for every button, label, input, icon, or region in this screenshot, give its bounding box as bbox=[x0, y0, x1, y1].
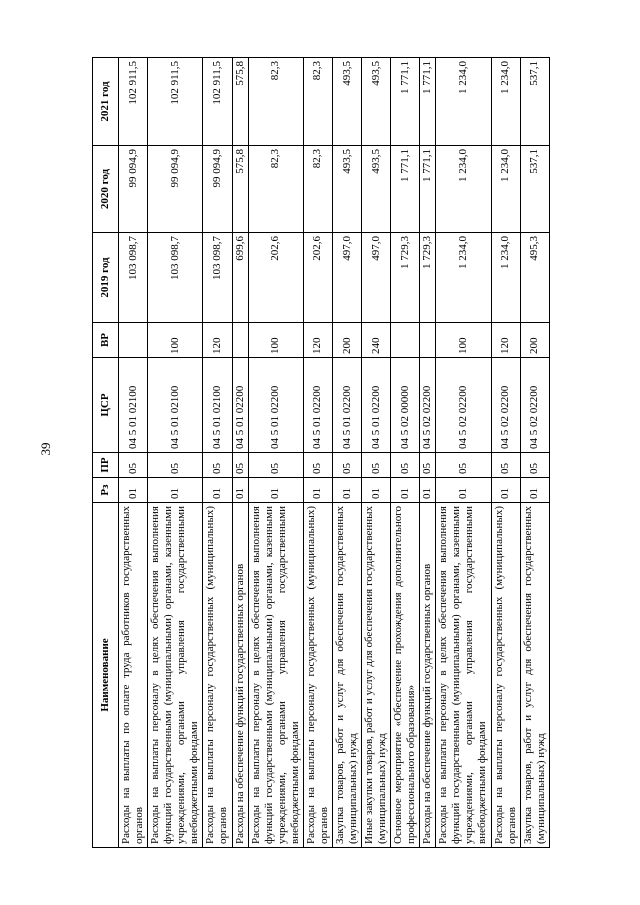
cell-2021: 575,8 bbox=[232, 58, 248, 146]
cell-rz: 01 bbox=[148, 478, 203, 503]
cell-pr: 05 bbox=[391, 453, 420, 478]
cell-csr: 04 5 01 02200 bbox=[248, 358, 303, 453]
cell-2021: 82,3 bbox=[303, 58, 332, 146]
cell-pr: 05 bbox=[332, 453, 361, 478]
table-row bbox=[248, 58, 303, 848]
cell-2020: 493,5 bbox=[362, 146, 391, 233]
cell-2019: 103 098,7 bbox=[203, 233, 232, 323]
cell-csr: 04 5 02 02200 bbox=[420, 358, 436, 453]
cell-2019: 497,0 bbox=[362, 233, 391, 323]
table-row bbox=[391, 58, 420, 848]
cell-2021: 102 911,5 bbox=[203, 58, 232, 146]
table-body bbox=[119, 58, 550, 848]
cell-name: Расходы на выплаты персоналу в целях обеспечения выполнения функций государственными (муниципальными) органами, казенными учреждениями, органами управления государственными внебюджетными фондами bbox=[148, 503, 203, 848]
cell-csr: 04 5 02 02200 bbox=[436, 358, 491, 453]
cell-vr: 200 bbox=[332, 323, 361, 358]
cell-vr: 120 bbox=[491, 323, 520, 358]
cell-csr: 04 5 01 02200 bbox=[232, 358, 248, 453]
cell-2021: 82,3 bbox=[248, 58, 303, 146]
cell-vr: 240 bbox=[362, 323, 391, 358]
cell-2021: 102 911,5 bbox=[119, 58, 148, 146]
cell-2019: 1 729,3 bbox=[420, 233, 436, 323]
cell-rz: 01 bbox=[391, 478, 420, 503]
cell-vr bbox=[232, 323, 248, 358]
cell-rz: 01 bbox=[332, 478, 361, 503]
cell-vr: 100 bbox=[148, 323, 203, 358]
cell-2019: 202,6 bbox=[248, 233, 303, 323]
cell-2021: 1 771,1 bbox=[420, 58, 436, 146]
cell-pr: 05 bbox=[491, 453, 520, 478]
cell-2020: 537,1 bbox=[520, 146, 549, 233]
cell-name: Расходы на выплаты персоналу государственных (муниципальных) органов bbox=[303, 503, 332, 848]
cell-name: Расходы на обеспечение функций государственных органов bbox=[420, 503, 436, 848]
cell-pr: 05 bbox=[303, 453, 332, 478]
cell-name: Иные закупки товаров, работ и услуг для обеспечения государственных (муниципальных) нужд bbox=[362, 503, 391, 848]
cell-csr: 04 5 01 02200 bbox=[362, 358, 391, 453]
cell-name: Закупка товаров, работ и услуг для обеспечения государственных (муниципальных) нужд bbox=[520, 503, 549, 848]
cell-2021: 1 771,1 bbox=[391, 58, 420, 146]
cell-2019: 1 729,3 bbox=[391, 233, 420, 323]
table-row bbox=[303, 58, 332, 848]
table-row bbox=[491, 58, 520, 848]
cell-2019: 699,6 bbox=[232, 233, 248, 323]
cell-rz: 01 bbox=[362, 478, 391, 503]
cell-name: Расходы на выплаты персоналу государственных (муниципальных) органов bbox=[203, 503, 232, 848]
cell-pr: 05 bbox=[148, 453, 203, 478]
page-number: 39 bbox=[38, 442, 53, 456]
cell-vr bbox=[119, 323, 148, 358]
cell-2019: 1 234,0 bbox=[491, 233, 520, 323]
cell-csr: 04 5 01 02200 bbox=[303, 358, 332, 453]
cell-2020: 1 234,0 bbox=[436, 146, 491, 233]
cell-pr: 05 bbox=[436, 453, 491, 478]
cell-2020: 82,3 bbox=[248, 146, 303, 233]
table-row bbox=[232, 58, 248, 848]
cell-2019: 103 098,7 bbox=[119, 233, 148, 323]
table-row bbox=[420, 58, 436, 848]
cell-pr: 05 bbox=[232, 453, 248, 478]
cell-name: Расходы на обеспечение функций государственных органов bbox=[232, 503, 248, 848]
cell-2020: 1 771,1 bbox=[391, 146, 420, 233]
cell-csr: 04 5 01 02200 bbox=[332, 358, 361, 453]
cell-name: Расходы на выплаты по оплате труда работников государственных органов bbox=[119, 503, 148, 848]
cell-2020: 1 234,0 bbox=[491, 146, 520, 233]
cell-2020: 575,8 bbox=[232, 146, 248, 233]
cell-pr: 05 bbox=[248, 453, 303, 478]
cell-2020: 82,3 bbox=[303, 146, 332, 233]
table-row bbox=[119, 58, 148, 848]
table-row bbox=[148, 58, 203, 848]
cell-2021: 1 234,0 bbox=[491, 58, 520, 146]
cell-2021: 493,5 bbox=[332, 58, 361, 146]
cell-rz: 01 bbox=[420, 478, 436, 503]
cell-csr: 04 5 01 02100 bbox=[203, 358, 232, 453]
cell-2019: 495,3 bbox=[520, 233, 549, 323]
cell-vr: 120 bbox=[303, 323, 332, 358]
header-name: Наименование bbox=[93, 503, 119, 848]
table-row bbox=[362, 58, 391, 848]
cell-2021: 493,5 bbox=[362, 58, 391, 146]
cell-name: Расходы на выплаты персоналу государственных (муниципальных) органов bbox=[491, 503, 520, 848]
header-2019: 2019 год bbox=[93, 233, 119, 323]
cell-2020: 99 094,9 bbox=[203, 146, 232, 233]
cell-2020: 99 094,9 bbox=[119, 146, 148, 233]
cell-vr: 100 bbox=[436, 323, 491, 358]
rotated-table-wrapper bbox=[92, 58, 550, 848]
cell-csr: 04 5 02 02200 bbox=[491, 358, 520, 453]
cell-csr: 04 5 02 00000 bbox=[391, 358, 420, 453]
cell-2019: 202,6 bbox=[303, 233, 332, 323]
cell-rz: 01 bbox=[248, 478, 303, 503]
cell-csr: 04 5 02 02200 bbox=[520, 358, 549, 453]
cell-pr: 05 bbox=[362, 453, 391, 478]
cell-name: Основное мероприятие «Обеспечение прохождения дополнительного профессионального образования» bbox=[391, 503, 420, 848]
header-pr: ПР bbox=[93, 453, 119, 478]
cell-pr: 05 bbox=[119, 453, 148, 478]
cell-pr: 05 bbox=[420, 453, 436, 478]
cell-2019: 1 234,0 bbox=[436, 233, 491, 323]
cell-rz: 01 bbox=[203, 478, 232, 503]
cell-vr: 120 bbox=[203, 323, 232, 358]
table-row bbox=[436, 58, 491, 848]
header-rz: Рз bbox=[93, 478, 119, 503]
cell-vr: 100 bbox=[248, 323, 303, 358]
cell-2020: 493,5 bbox=[332, 146, 361, 233]
cell-csr: 04 5 01 02100 bbox=[119, 358, 148, 453]
cell-rz: 01 bbox=[520, 478, 549, 503]
header-vr: ВР bbox=[93, 323, 119, 358]
cell-rz: 01 bbox=[436, 478, 491, 503]
table-row bbox=[520, 58, 549, 848]
cell-rz: 01 bbox=[491, 478, 520, 503]
table-header-row bbox=[93, 58, 119, 848]
cell-vr bbox=[391, 323, 420, 358]
header-csr: ЦСР bbox=[93, 358, 119, 453]
cell-2021: 102 911,5 bbox=[148, 58, 203, 146]
cell-2019: 497,0 bbox=[332, 233, 361, 323]
budget-table bbox=[92, 57, 550, 848]
cell-2019: 103 098,7 bbox=[148, 233, 203, 323]
cell-2020: 1 771,1 bbox=[420, 146, 436, 233]
cell-2020: 99 094,9 bbox=[148, 146, 203, 233]
cell-pr: 05 bbox=[520, 453, 549, 478]
cell-rz: 01 bbox=[119, 478, 148, 503]
header-2021: 2021 год bbox=[93, 58, 119, 146]
cell-name: Расходы на выплаты персоналу в целях обеспечения выполнения функций государственными (муниципальными) органами, казенными учреждениями, органами управления государственными внебюджетными фондами bbox=[436, 503, 491, 848]
table-row bbox=[203, 58, 232, 848]
cell-csr: 04 5 01 02100 bbox=[148, 358, 203, 453]
cell-name: Закупка товаров, работ и услуг для обеспечения государственных (муниципальных) нужд bbox=[332, 503, 361, 848]
cell-vr bbox=[420, 323, 436, 358]
header-2020: 2020 год bbox=[93, 146, 119, 233]
cell-vr: 200 bbox=[520, 323, 549, 358]
table-row bbox=[332, 58, 361, 848]
cell-name: Расходы на выплаты персоналу в целях обеспечения выполнения функций государственными (муниципальными) органами, казенными учреждениями, органами управления государственными внебюджетными фондами bbox=[248, 503, 303, 848]
cell-rz: 01 bbox=[303, 478, 332, 503]
cell-2021: 537,1 bbox=[520, 58, 549, 146]
cell-pr: 05 bbox=[203, 453, 232, 478]
cell-2021: 1 234,0 bbox=[436, 58, 491, 146]
cell-rz: 01 bbox=[232, 478, 248, 503]
